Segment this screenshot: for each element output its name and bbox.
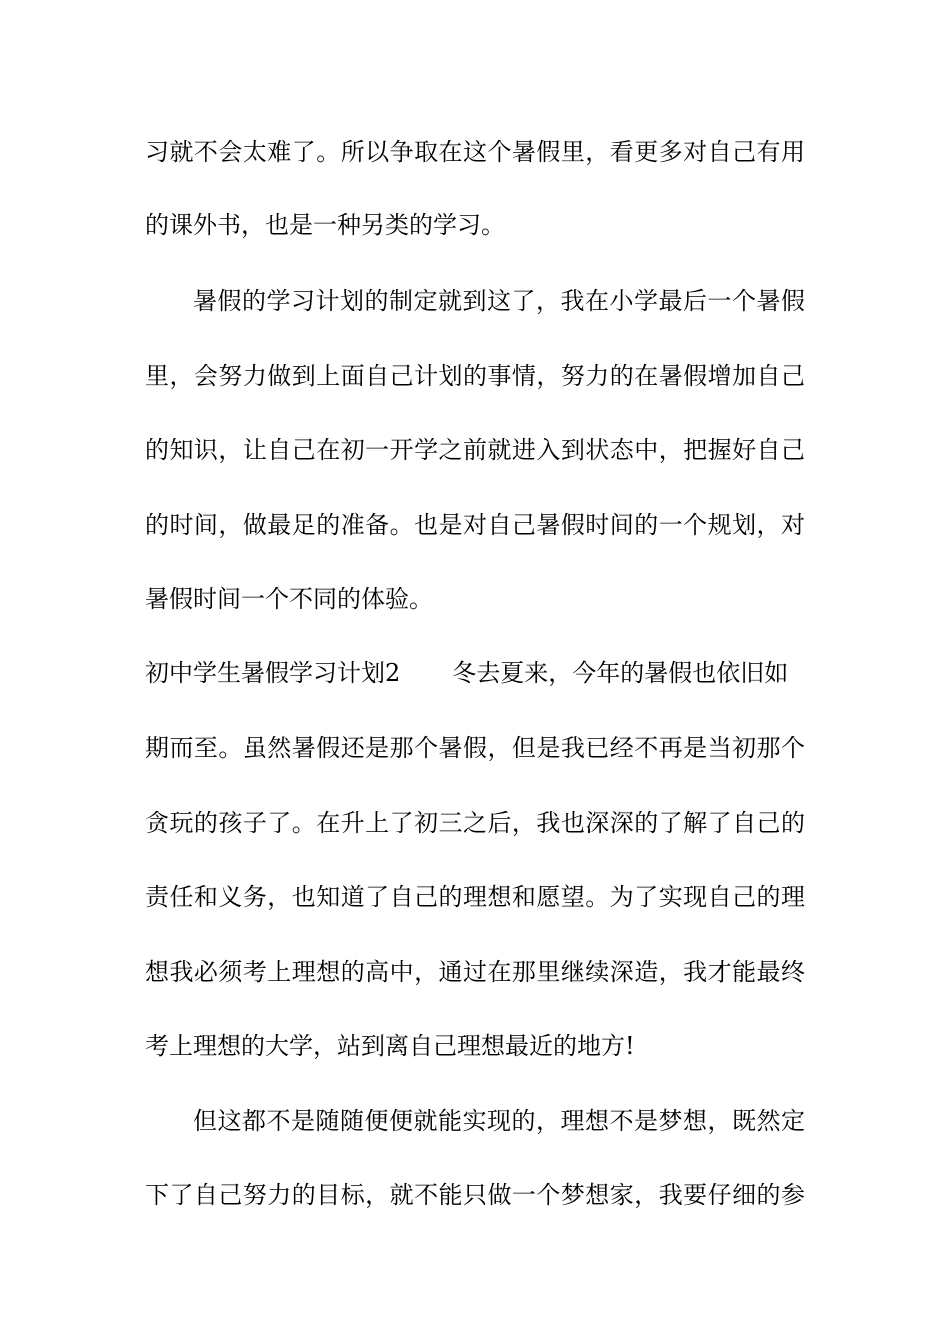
paragraph-line: 暑假的学习计划的制定就到这了，我在小学最后一个暑假 xyxy=(193,287,805,315)
paragraph-line: 责任和义务，也知道了自己的理想和愿望。为了实现自己的理 xyxy=(145,883,805,911)
paragraph-line: 暑假时间一个不同的体验。 xyxy=(145,585,433,613)
paragraph-line: 考上理想的大学，站到离自己理想最近的地方! xyxy=(145,1032,635,1060)
paragraph-line: 下了自己努力的目标，就不能只做一个梦想家，我要仔细的参 xyxy=(145,1181,805,1209)
section-heading-line xyxy=(145,653,805,693)
paragraph-line: 想我必须考上理想的高中，通过在那里继续深造，我才能最终 xyxy=(145,958,805,986)
paragraph-line: 期而至。虽然暑假还是那个暑假，但是我已经不再是当初那个 xyxy=(145,734,805,762)
paragraph-line: 的课外书，也是一种另类的学习。 xyxy=(145,211,505,239)
paragraph-line: 的时间，做最足的准备。也是对自己暑假时间的一个规划，对 xyxy=(145,511,805,539)
paragraph-text: 冬去夏来，今年的暑假也依旧如 xyxy=(452,659,789,687)
paragraph-line: 但这都不是随随便便就能实现的，理想不是梦想，既然定 xyxy=(193,1107,805,1135)
section-heading: 初中学生暑假学习计划2 xyxy=(145,659,401,687)
paragraph-line: 的知识，让自己在初一开学之前就进入到状态中，把握好自己 xyxy=(145,436,805,464)
paragraph-line: 里，会努力做到上面自己计划的事情，努力的在暑假增加自己 xyxy=(145,362,805,390)
paragraph-line: 习就不会太难了。所以争取在这个暑假里，看更多对自己有用 xyxy=(145,138,805,166)
paragraph-line: 贪玩的孩子了。在升上了初三之后，我也深深的了解了自己的 xyxy=(145,809,805,837)
